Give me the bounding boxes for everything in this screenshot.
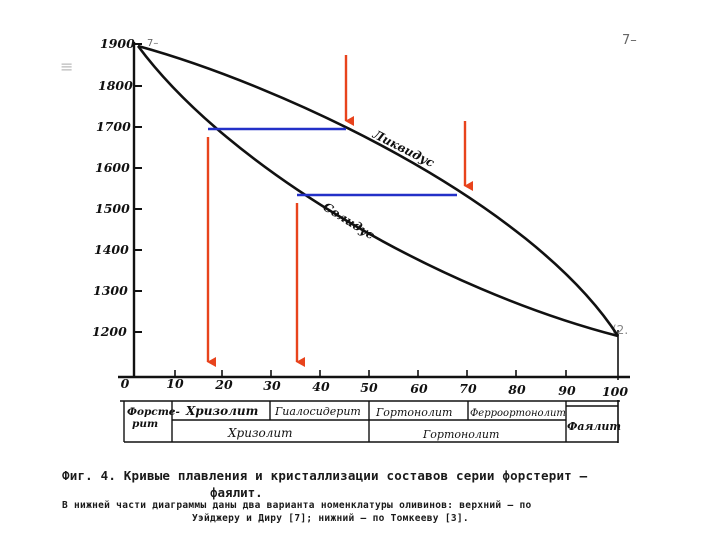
y-tick-label-1200: 1200 [92, 324, 127, 339]
x-tick-label-90: 90 [558, 383, 576, 398]
tick-mark-right: 7– [622, 33, 637, 48]
x-tick-label-20: 20 [215, 377, 233, 392]
forsterite-header-line2: рит [132, 418, 159, 430]
tick-mark-left: 7– [147, 38, 159, 49]
y-tick-label-1400: 1400 [94, 242, 129, 257]
smudge-mark-left: ≡ [60, 57, 74, 76]
nomenclature-lower-chrysolite: Хризолит [228, 426, 293, 440]
figure-caption-line2: фаялит. [210, 485, 263, 500]
x-tick-label-80: 80 [508, 382, 526, 397]
nomenclature-upper-ferrohortonolite: Ферроортонолит [470, 408, 566, 419]
x-tick-label-40: 40 [312, 379, 330, 394]
y-tick-label-1700: 1700 [96, 119, 131, 134]
forsterite-header-line1: Форсте- [127, 406, 180, 418]
x-tick-label-0: 0 [120, 376, 130, 391]
smudge-mark: (2. [612, 323, 629, 337]
nomenclature-upper-hortonolite: Гортонолит [376, 406, 453, 419]
y-tick-label-1900: 1900 [100, 36, 135, 51]
figure-caption-line4: Уэйджеру и Диру [7]; нижний — по Томкееву [3]. [192, 513, 469, 524]
nomenclature-upper-chrysolite: Хризолит [186, 404, 259, 418]
y-tick-label-1800: 1800 [98, 78, 133, 93]
y-tick-label-1300: 1300 [93, 283, 128, 298]
nomenclature-upper-hyalosiderite: Гиалосидерит [275, 405, 361, 418]
solidus-curve [138, 46, 618, 336]
solidus-label: Солидус [320, 199, 377, 243]
x-tick-label-100: 100 [601, 384, 629, 399]
x-tick-label-30: 30 [263, 378, 281, 393]
figure-caption-line3: В нижней части диаграммы даны два варианта номенклатуры оливинов: верхний — по [62, 500, 532, 511]
x-tick-label-10: 10 [166, 376, 184, 391]
y-tick-label-1500: 1500 [95, 201, 130, 216]
y-tick-label-1600: 1600 [95, 160, 130, 175]
figure-caption-line1: Фиг. 4. Кривые плавления и кристаллизации составов серии форстерит — [62, 468, 588, 483]
fayalite-header: Фаялит [567, 420, 622, 433]
x-tick-label-50: 50 [360, 380, 378, 395]
liquidus-label: Ликвидус [370, 127, 437, 171]
x-tick-label-60: 60 [410, 381, 428, 396]
x-tick-label-70: 70 [459, 381, 477, 396]
nomenclature-lower-hortonolite: Гортонолит [423, 428, 500, 441]
liquidus-curve [138, 46, 618, 336]
